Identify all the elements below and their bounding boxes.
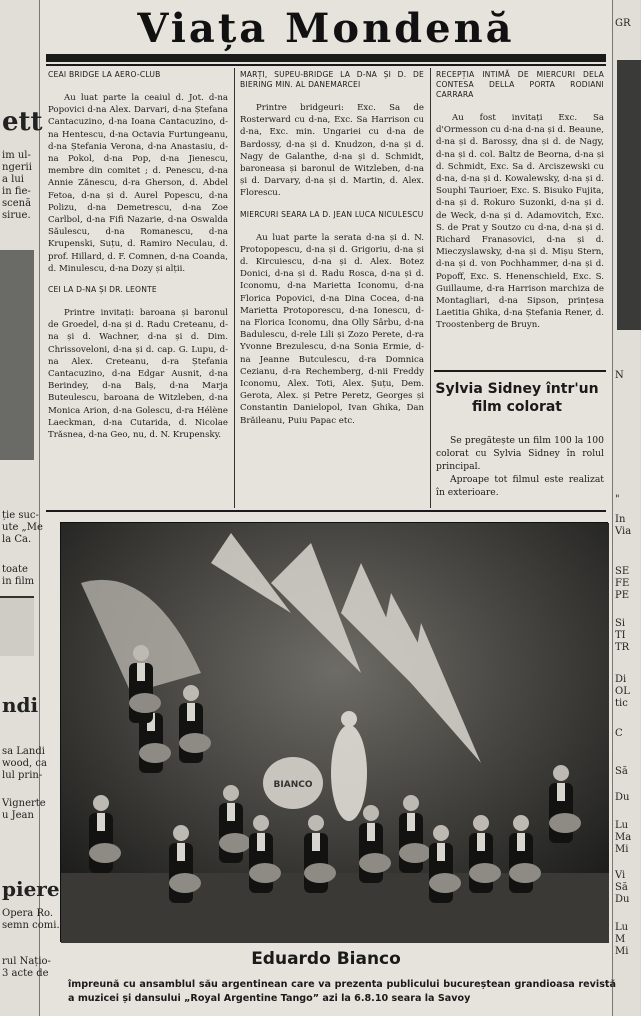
right-fragment-text: M (615, 934, 626, 945)
guitar-shape (89, 843, 121, 863)
left-fragment-text: Opera Ro. (2, 908, 53, 919)
guitar-shape (509, 863, 541, 883)
column-2 (240, 70, 424, 431)
musician-shirt (477, 833, 485, 851)
left-fragment-text: toate (2, 564, 28, 575)
right-fragment-text: Să (615, 882, 628, 893)
left-photo-fragment (0, 250, 34, 460)
right-fragment-text: OL (615, 686, 630, 697)
masthead-rule-thin (46, 64, 606, 66)
right-fragment-text: PE (615, 590, 630, 601)
left-fragment-text: u Jean (2, 810, 34, 821)
column-1-paragraph-2: Printre invitați: baroana și baronul de Groedel, d-na și d. Radu Creteanu, d-na și d. Wachner, d-na și d. Dim. Chrissoveloni, d-na și d. cap. G. Lupu, d-na Alex. Creteanu, d-ra Ștefania Cantacuzino, d-na Edgar Ausnit, d-na Berindey, d-na Balș, d-na Marja Buteulescu, baroana de Witzleben, d-na Monica Arion, d-na Golescu, d-ra Hélène Laeckman, d-na Cutarida, d. Nicolae Trăsnea, d-na Geo, nu, d. N. Krupensky. (48, 308, 228, 441)
film-box-paragraph-2: Aproape tot filmul este realizat în exterioare. (436, 474, 604, 498)
masthead-rule (46, 54, 606, 62)
guitar-shape (549, 813, 581, 833)
column-divider (430, 68, 431, 508)
musician-head (513, 815, 529, 831)
film-box-paragraph-1: Se pregătește un film 100 la 100 colorat cu Sylvia Sidney în rolul principal. (436, 435, 604, 472)
left-fragment-text: sa Landi (2, 746, 45, 757)
right-fragment-text: Via (615, 526, 632, 537)
guitar-shape (219, 833, 251, 853)
guitar-shape (129, 693, 161, 713)
box-top-rule (434, 370, 606, 372)
right-fragment-text: Vi (615, 870, 626, 881)
musician-shirt (97, 813, 105, 831)
left-fragment-text: la Ca. (2, 534, 32, 545)
right-fragment-text: SE (615, 566, 630, 577)
musician-head (183, 685, 199, 701)
right-fragment-text: Să (615, 766, 628, 777)
guitar-shape (249, 863, 281, 883)
musician-shirt (367, 823, 375, 841)
orchestra-photo (60, 522, 608, 942)
musician-shirt (312, 833, 320, 851)
column-1-heading: CEAI BRIDGE LA AERO-CLUB (48, 70, 161, 79)
right-fragment-text: Lu (615, 820, 629, 831)
left-fragment-text: piere (2, 877, 60, 901)
film-box-title: Sylvia Sidney într'un film colorat (435, 381, 599, 415)
column-2-paragraph: Printre bridgeuri: Exc. Sa de Rosterward cu d-na, Exc. Sa Harrison cu d-na, Exc. min. Ungariei cu d-na de Bardossy, d-na și d. Knudzon, d-na și d. Nagy de Galanthe, d-na și d. Schmidt, baroneasa și baronul de Witzleben, d-na și d. Darvary, d-na și d. Martin, d. Alex. Florescu. (240, 103, 424, 199)
musician-shirt (137, 663, 145, 681)
musician-shirt (437, 843, 445, 861)
musician-head (363, 805, 379, 821)
right-fragment-text: C (615, 728, 623, 739)
musician-head (253, 815, 269, 831)
musician-shirt (227, 803, 235, 821)
left-fragment-text: wood, ca (2, 758, 47, 769)
guitar-shape (304, 863, 336, 883)
column-3-paragraph: Au fost invitați Exc. Sa d'Ormesson cu d-na d-na și d. Beaune, d-na și d. Barossy, dna și d. de Nagy, d-na și d. col. Baltz de Beorna, d-na și d. Schmidt, Exc. Sa d. Arciszewski cu d-na, d-na și d. Kowalewsky, d-na și d. Souphi Taurioer, Exc. S. Bisuko Fujita, d-na și d. Rokuro Suzonki, d-na și d. de Weck, d-na și d. Adamovitch, Exc. S. de Prat y Soutzo cu d-na, d-na și d. Richard Franasovici, d-na și d. Mieczyslawsky, d-na și d. Mișu Stern, d-na și d. von Pochhammer, d-na și d. Popoff, Exc. S. Henenschield, Exc. S. Guillaume, d-ra Harrison marchiza de Montagliari, d-na Sipson, prințesa Laetitia Ghika, d-na Ștefania Rener, d. Troostenberg de Bruyn. (436, 113, 604, 331)
left-fragment-text: Vignerte (2, 798, 46, 809)
right-photo-fragment (617, 60, 641, 330)
left-fragment-text: semn comi. (2, 920, 60, 931)
column-1 (48, 70, 228, 445)
right-neighbour-column (612, 0, 640, 1016)
right-fragment-text: Mi (615, 844, 629, 855)
guitar-shape (139, 743, 171, 763)
left-fragment-text: lul prin- (2, 770, 43, 781)
left-fragment-text: 3 acte de (2, 968, 49, 979)
photo-top-rule (46, 510, 606, 512)
photo-caption-text: împreună cu ansamblul său argentinean care va prezenta publicului bucureștean grandioasa revistă a muzicei și dansului „Royal Argentine Tango” azi la 6.8.10 seara la Savoy (68, 979, 616, 1004)
musician-head (308, 815, 324, 831)
musician-head (93, 795, 109, 811)
left-fragment-text: scenă (2, 198, 32, 209)
left-neighbour-column (0, 0, 60, 1016)
column-1-paragraph: Au luat parte la ceaiul d. Jot. d-na Popovici d-na Alex. Darvari, d-na Ștefana Cantacuzino, d-na Ioana Cantacuzino, d-na Hentescu, d-na Octavia Furtungeanu, d-na Ștefania Verona, d-na Anastasiu, d-na Pokol, d-na Pop, d-na Jienescu, membre din comitet ; d. Penescu, d-na Annie Zănescu, d-ra Gherson, d. Abdel Fetoa, d-na și d. Aurel Popescu, d-na Polizu, d-na Demetrescu, d-na Zoe Carlbol, d-na Fifi Nazarie, d-na Oswalda Săulescu, d-na Romanescu, d-na Krupenski, Suțu, d. Ramiro Neculau, d. prof. Hillard, d. F. Comnen, d-na Coanda, d. Minulescu, d-na Dozy și alții. (48, 93, 228, 274)
guitar-shape (179, 733, 211, 753)
masthead-title: Viața Mondenă (137, 5, 515, 52)
musician-head (223, 785, 239, 801)
left-fragment-text: ngerii (2, 162, 32, 173)
guitar-shape (429, 873, 461, 893)
film-box-body (436, 434, 604, 499)
left-fragment-text: ute „Me (2, 522, 43, 533)
right-fragment-text: tic (615, 698, 628, 709)
column-2-paragraph-2: Au luat parte la serata d-na și d. N. Protopopescu, d-na și d. Grigoriu, d-na și d. Kircuiescu, d-na și d. Alex. Botez Donici, d-na și d. Radu Rosca, d-na și d. Iconomu, d-na Marietta Iconomu, d-na Florica Popovici, d-na Dina Cocea, d-na Marietta Protoporescu, d-na Ionescu, d-na Florica Iconomu, dna Olly Sârbu, d-na Badulescu, d-rele Lili și Zozo Perete, d-ra Yvonne Brezulescu, d-na Sonia Ermie, d-na Jeanne Butculescu, d-ra Domnica Cezianu, d-ra Rechemberg, d-nii Freddy Iconomu, Alex. Toti, Alex. Șuțu, Dem. Gerota, Alex. și Petre Peretz, Georges și Constantin Danielopol, Ivan Ghika, Dan Brăileanu, Puiu Papac etc. (240, 232, 424, 426)
musician-head (173, 825, 189, 841)
guitar-shape (399, 843, 431, 863)
left-fragment-text: a lui (2, 174, 24, 185)
guitar-shape (469, 863, 501, 883)
right-fragment-text: In (615, 514, 626, 525)
drum-label: BIANCO (273, 780, 313, 790)
musician-shirt (187, 703, 195, 721)
musician-head (433, 825, 449, 841)
musician-head (133, 645, 149, 661)
right-fragment-text: Ma (615, 832, 632, 843)
right-fragment-text: " (615, 494, 620, 505)
guitar-shape (359, 853, 391, 873)
photo-caption-title: Eduardo Bianco (251, 949, 401, 969)
society-article (42, 0, 616, 1016)
column-3 (436, 70, 604, 336)
musician-shirt (557, 783, 565, 801)
left-fragment-text: in fie- (2, 186, 31, 197)
column-divider (234, 68, 235, 508)
guitar-shape (169, 873, 201, 893)
left-fragment-text: im ul- (2, 150, 31, 161)
right-fragment-text: TI (615, 630, 626, 641)
right-fragment-text: TR (615, 642, 630, 653)
musician-head (553, 765, 569, 781)
column-3-heading: RECEPȚIA INTIMĂ DE MIERCURI DELA CONTESA DELLA PORTA RODIANI CARRARA (436, 70, 604, 99)
left-fragment-text: rul Națio- (2, 956, 51, 967)
orchestra-photo-drawing (61, 523, 609, 943)
right-fragment-text: Mi (615, 946, 629, 957)
right-fragment-text: Du (615, 792, 630, 803)
left-fragment-text: in film (2, 576, 35, 587)
right-fragment-text: FE (615, 578, 630, 589)
column-2-heading-2: MIERCURI SEARA LA D. JEAN LUCA NICULESCU (240, 209, 424, 219)
right-fragment-text: Si (615, 618, 626, 629)
column-2-heading: MARȚI, SUPEU-BRIDGE LA D-NA ȘI D. DE BIERING MIN. AL DANEMARCEI (240, 70, 424, 89)
column-1-heading-2: CEI LA D-NA ȘI DR. LEONTE (48, 285, 157, 295)
left-photo-fragment-2 (0, 596, 34, 656)
right-fragment-text: GR (615, 18, 631, 29)
left-fragment-text: ndi (2, 693, 39, 717)
musician-head (403, 795, 419, 811)
left-fragment-text: ție suc- (2, 510, 39, 521)
musician-shirt (517, 833, 525, 851)
musician-shirt (257, 833, 265, 851)
musician-head (473, 815, 489, 831)
musician-shirt (407, 813, 415, 831)
right-fragment-text: N (615, 370, 624, 381)
right-fragment-text: Di (615, 674, 627, 685)
right-fragment-text: Lu (615, 922, 629, 933)
left-fragment-text: sirue. (2, 210, 31, 221)
right-fragment-text: Du (615, 894, 630, 905)
musician-shirt (177, 843, 185, 861)
left-fragment-text: ett (2, 107, 43, 137)
